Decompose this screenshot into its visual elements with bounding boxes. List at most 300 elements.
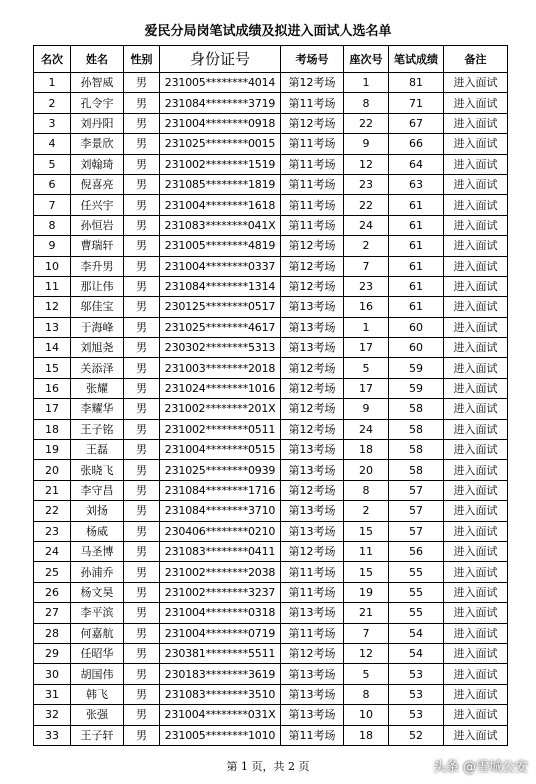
cell-score: 61 [389,236,444,256]
cell-rank: 33 [34,725,71,745]
cell-id-number: 231024********1016 [160,378,281,398]
cell-id-number: 231084********1314 [160,276,281,296]
header-seat: 座次号 [344,46,389,73]
cell-gender: 男 [124,480,160,500]
cell-seat: 15 [344,562,389,582]
cell-gender: 男 [124,725,160,745]
cell-remark: 进入面试 [444,338,508,358]
cell-score: 54 [389,623,444,643]
cell-score: 58 [389,399,444,419]
cell-name: 马圣博 [71,541,124,561]
cell-score: 56 [389,541,444,561]
cell-room: 第13考场 [281,603,344,623]
cell-room: 第12考场 [281,399,344,419]
cell-score: 61 [389,215,444,235]
cell-remark: 进入面试 [444,236,508,256]
cell-rank: 5 [34,154,71,174]
table-row [34,297,508,317]
cell-gender: 男 [124,73,160,93]
cell-remark: 进入面试 [444,378,508,398]
cell-seat: 2 [344,501,389,521]
cell-rank: 20 [34,460,71,480]
cell-name: 刘丹阳 [71,113,124,133]
cell-room: 第11考场 [281,562,344,582]
table-body [34,73,508,746]
cell-remark: 进入面试 [444,521,508,541]
cell-remark: 进入面试 [444,256,508,276]
cell-room: 第12考场 [281,276,344,296]
cell-seat: 24 [344,215,389,235]
cell-id-number: 231025********0015 [160,134,281,154]
table-row [34,705,508,725]
cell-rank: 15 [34,358,71,378]
cell-gender: 男 [124,460,160,480]
cell-seat: 20 [344,460,389,480]
cell-rank: 26 [34,582,71,602]
cell-remark: 进入面试 [444,174,508,194]
page-title: 爱民分局岗笔试成绩及拟进入面试人选名单 [144,24,392,39]
cell-room: 第13考场 [281,501,344,521]
cell-rank: 9 [34,236,71,256]
cell-remark: 进入面试 [444,93,508,113]
cell-name: 何嘉航 [71,623,124,643]
cell-score: 66 [389,134,444,154]
cell-gender: 男 [124,174,160,194]
cell-seat: 22 [344,113,389,133]
cell-remark: 进入面试 [444,603,508,623]
cell-gender: 男 [124,236,160,256]
cell-seat: 21 [344,603,389,623]
cell-remark: 进入面试 [444,725,508,745]
cell-room: 第11考场 [281,725,344,745]
table-row [34,317,508,337]
cell-score: 61 [389,195,444,215]
cell-room: 第13考场 [281,705,344,725]
cell-room: 第13考场 [281,317,344,337]
cell-room: 第12考场 [281,358,344,378]
cell-name: 任昭华 [71,643,124,663]
cell-id-number: 231005********1010 [160,725,281,745]
cell-room: 第11考场 [281,174,344,194]
cell-score: 81 [389,73,444,93]
cell-remark: 进入面试 [444,460,508,480]
cell-gender: 男 [124,134,160,154]
cell-id-number: 231002********2038 [160,562,281,582]
cell-seat: 7 [344,623,389,643]
cell-room: 第11考场 [281,134,344,154]
cell-seat: 5 [344,358,389,378]
header-rank: 名次 [34,46,71,73]
cell-remark: 进入面试 [444,419,508,439]
cell-seat: 5 [344,664,389,684]
cell-rank: 25 [34,562,71,582]
cell-gender: 男 [124,541,160,561]
cell-name: 王子铭 [71,419,124,439]
cell-score: 53 [389,705,444,725]
cell-rank: 17 [34,399,71,419]
cell-room: 第13考场 [281,440,344,460]
cell-name: 李守昌 [71,480,124,500]
cell-gender: 男 [124,276,160,296]
cell-rank: 31 [34,684,71,704]
cell-remark: 进入面试 [444,582,508,602]
cell-name: 王子轩 [71,725,124,745]
cell-id-number: 231083********041X [160,215,281,235]
cell-id-number: 231002********3237 [160,582,281,602]
cell-name: 倪喜亮 [71,174,124,194]
cell-rank: 21 [34,480,71,500]
table-row [34,134,508,154]
cell-seat: 9 [344,399,389,419]
cell-name: 那让伟 [71,276,124,296]
cell-rank: 8 [34,215,71,235]
cell-score: 71 [389,93,444,113]
cell-id-number: 231025********0939 [160,460,281,480]
cell-id-number: 231002********1519 [160,154,281,174]
cell-score: 55 [389,562,444,582]
header-name: 姓名 [71,46,124,73]
table-row [34,276,508,296]
cell-remark: 进入面试 [444,358,508,378]
cell-gender: 男 [124,603,160,623]
cell-name: 杨文昊 [71,582,124,602]
table-row [34,399,508,419]
cell-remark: 进入面试 [444,317,508,337]
cell-name: 孙智威 [71,73,124,93]
cell-name: 李景欣 [71,134,124,154]
cell-room: 第13考场 [281,684,344,704]
cell-gender: 男 [124,93,160,113]
cell-seat: 18 [344,440,389,460]
cell-gender: 男 [124,501,160,521]
cell-room: 第12考场 [281,236,344,256]
cell-remark: 进入面试 [444,73,508,93]
cell-remark: 进入面试 [444,134,508,154]
cell-name: 孙恒岩 [71,215,124,235]
cell-room: 第11考场 [281,154,344,174]
cell-rank: 12 [34,297,71,317]
cell-rank: 6 [34,174,71,194]
cell-id-number: 230302********5313 [160,338,281,358]
cell-id-number: 231004********1618 [160,195,281,215]
cell-score: 59 [389,358,444,378]
cell-score: 58 [389,419,444,439]
cell-id-number: 230406********0210 [160,521,281,541]
table-row [34,664,508,684]
cell-id-number: 231084********3710 [160,501,281,521]
table-row [34,582,508,602]
cell-remark: 进入面试 [444,276,508,296]
cell-score: 58 [389,460,444,480]
cell-id-number: 231003********2018 [160,358,281,378]
cell-id-number: 231002********201X [160,399,281,419]
table-row [34,236,508,256]
cell-rank: 18 [34,419,71,439]
cell-remark: 进入面试 [444,440,508,460]
cell-gender: 男 [124,643,160,663]
cell-id-number: 231083********0411 [160,541,281,561]
cell-room: 第12考场 [281,378,344,398]
cell-remark: 进入面试 [444,480,508,500]
table-row [34,419,508,439]
cell-remark: 进入面试 [444,541,508,561]
table-row [34,521,508,541]
cell-name: 曹瑞轩 [71,236,124,256]
cell-seat: 1 [344,73,389,93]
cell-seat: 7 [344,256,389,276]
cell-seat: 22 [344,195,389,215]
cell-room: 第11考场 [281,93,344,113]
table-row [34,480,508,500]
cell-rank: 14 [34,338,71,358]
cell-rank: 13 [34,317,71,337]
cell-name: 张耀 [71,378,124,398]
cell-score: 55 [389,603,444,623]
cell-name: 孙浦乔 [71,562,124,582]
cell-name: 刘扬 [71,501,124,521]
cell-rank: 3 [34,113,71,133]
cell-id-number: 231004********0719 [160,623,281,643]
cell-remark: 进入面试 [444,664,508,684]
header-room: 考场号 [281,46,344,73]
cell-room: 第11考场 [281,623,344,643]
cell-seat: 24 [344,419,389,439]
table-row [34,725,508,745]
cell-name: 胡国伟 [71,664,124,684]
cell-score: 59 [389,378,444,398]
cell-room: 第12考场 [281,541,344,561]
cell-rank: 28 [34,623,71,643]
table-row [34,643,508,663]
cell-room: 第13考场 [281,664,344,684]
cell-score: 57 [389,480,444,500]
cell-rank: 10 [34,256,71,276]
cell-seat: 17 [344,378,389,398]
cell-seat: 17 [344,338,389,358]
table-row [34,603,508,623]
table-row [34,378,508,398]
cell-seat: 2 [344,236,389,256]
cell-name: 邬佳宝 [71,297,124,317]
cell-seat: 1 [344,317,389,337]
table-row [34,338,508,358]
cell-score: 57 [389,501,444,521]
cell-remark: 进入面试 [444,399,508,419]
cell-seat: 8 [344,480,389,500]
cell-remark: 进入面试 [444,215,508,235]
cell-id-number: 231004********031X [160,705,281,725]
cell-seat: 11 [344,541,389,561]
cell-gender: 男 [124,378,160,398]
cell-seat: 19 [344,582,389,602]
table-row [34,73,508,93]
cell-score: 61 [389,276,444,296]
cell-seat: 18 [344,725,389,745]
cell-name: 李耀华 [71,399,124,419]
cell-room: 第12考场 [281,113,344,133]
cell-gender: 男 [124,582,160,602]
cell-room: 第12考场 [281,256,344,276]
cell-score: 54 [389,643,444,663]
cell-seat: 8 [344,684,389,704]
cell-gender: 男 [124,399,160,419]
cell-rank: 16 [34,378,71,398]
cell-rank: 29 [34,643,71,663]
cell-name: 张晓飞 [71,460,124,480]
cell-score: 53 [389,684,444,704]
cell-room: 第12考场 [281,73,344,93]
cell-room: 第13考场 [281,338,344,358]
cell-id-number: 231025********4617 [160,317,281,337]
cell-remark: 进入面试 [444,501,508,521]
cell-gender: 男 [124,705,160,725]
cell-name: 刘翰琦 [71,154,124,174]
cell-name: 孔令宇 [71,93,124,113]
table-header-row [34,46,508,73]
cell-score: 63 [389,174,444,194]
table-row [34,195,508,215]
cell-rank: 23 [34,521,71,541]
cell-room: 第11考场 [281,215,344,235]
cell-room: 第11考场 [281,195,344,215]
watermark: 头条 @雪城公安 [432,760,528,775]
cell-id-number: 231084********3719 [160,93,281,113]
cell-seat: 16 [344,297,389,317]
cell-gender: 男 [124,623,160,643]
cell-rank: 1 [34,73,71,93]
cell-seat: 8 [344,93,389,113]
cell-name: 刘旭尧 [71,338,124,358]
cell-id-number: 230183********3619 [160,664,281,684]
cell-name: 李升男 [71,256,124,276]
cell-score: 60 [389,338,444,358]
cell-id-number: 230125********0517 [160,297,281,317]
cell-room: 第12考场 [281,643,344,663]
cell-score: 52 [389,725,444,745]
cell-rank: 32 [34,705,71,725]
table-row [34,440,508,460]
cell-id-number: 231004********0318 [160,603,281,623]
cell-id-number: 231004********0515 [160,440,281,460]
header-score: 笔试成绩 [389,46,444,73]
table-row [34,174,508,194]
cell-room: 第11考场 [281,582,344,602]
table-row [34,684,508,704]
cell-remark: 进入面试 [444,113,508,133]
header-id-number: 身份证号 [160,46,281,73]
cell-room: 第13考场 [281,297,344,317]
cell-gender: 男 [124,113,160,133]
cell-seat: 12 [344,643,389,663]
table-row [34,215,508,235]
table-row [34,256,508,276]
cell-gender: 男 [124,440,160,460]
cell-name: 关添泽 [71,358,124,378]
table-row [34,154,508,174]
cell-name: 王磊 [71,440,124,460]
cell-seat: 9 [344,134,389,154]
cell-gender: 男 [124,195,160,215]
cell-name: 杨威 [71,521,124,541]
cell-remark: 进入面试 [444,297,508,317]
page-footer: 第 1 页，共 2 页 [226,760,310,773]
cell-gender: 男 [124,154,160,174]
table-row [34,358,508,378]
cell-gender: 男 [124,562,160,582]
cell-rank: 30 [34,664,71,684]
cell-id-number: 230381********5511 [160,643,281,663]
cell-rank: 7 [34,195,71,215]
cell-gender: 男 [124,338,160,358]
cell-room: 第12考场 [281,480,344,500]
cell-remark: 进入面试 [444,623,508,643]
table-row [34,541,508,561]
cell-id-number: 231005********4819 [160,236,281,256]
cell-rank: 11 [34,276,71,296]
cell-score: 64 [389,154,444,174]
cell-rank: 22 [34,501,71,521]
cell-gender: 男 [124,256,160,276]
cell-remark: 进入面试 [444,643,508,663]
table-row [34,562,508,582]
cell-score: 67 [389,113,444,133]
cell-seat: 10 [344,705,389,725]
cell-room: 第13考场 [281,521,344,541]
cell-seat: 23 [344,276,389,296]
cell-name: 李平滨 [71,603,124,623]
cell-id-number: 231004********0337 [160,256,281,276]
cell-id-number: 231005********4014 [160,73,281,93]
cell-name: 韩飞 [71,684,124,704]
cell-score: 57 [389,521,444,541]
cell-gender: 男 [124,419,160,439]
cell-rank: 2 [34,93,71,113]
cell-id-number: 231004********0918 [160,113,281,133]
table-row [34,113,508,133]
cell-rank: 4 [34,134,71,154]
cell-gender: 男 [124,215,160,235]
cell-remark: 进入面试 [444,684,508,704]
cell-seat: 15 [344,521,389,541]
cell-gender: 男 [124,317,160,337]
cell-remark: 进入面试 [444,705,508,725]
results-table [33,45,508,746]
cell-seat: 12 [344,154,389,174]
cell-remark: 进入面试 [444,154,508,174]
cell-remark: 进入面试 [444,562,508,582]
cell-gender: 男 [124,664,160,684]
cell-gender: 男 [124,521,160,541]
cell-score: 53 [389,664,444,684]
cell-score: 60 [389,317,444,337]
cell-id-number: 231084********1716 [160,480,281,500]
cell-gender: 男 [124,358,160,378]
cell-score: 61 [389,256,444,276]
cell-name: 于海峰 [71,317,124,337]
table-row [34,501,508,521]
cell-room: 第13考场 [281,460,344,480]
table-row [34,460,508,480]
cell-id-number: 231085********1819 [160,174,281,194]
cell-score: 55 [389,582,444,602]
cell-rank: 27 [34,603,71,623]
cell-gender: 男 [124,684,160,704]
cell-id-number: 231083********3510 [160,684,281,704]
cell-rank: 24 [34,541,71,561]
cell-name: 张强 [71,705,124,725]
table-row [34,93,508,113]
table-row [34,623,508,643]
